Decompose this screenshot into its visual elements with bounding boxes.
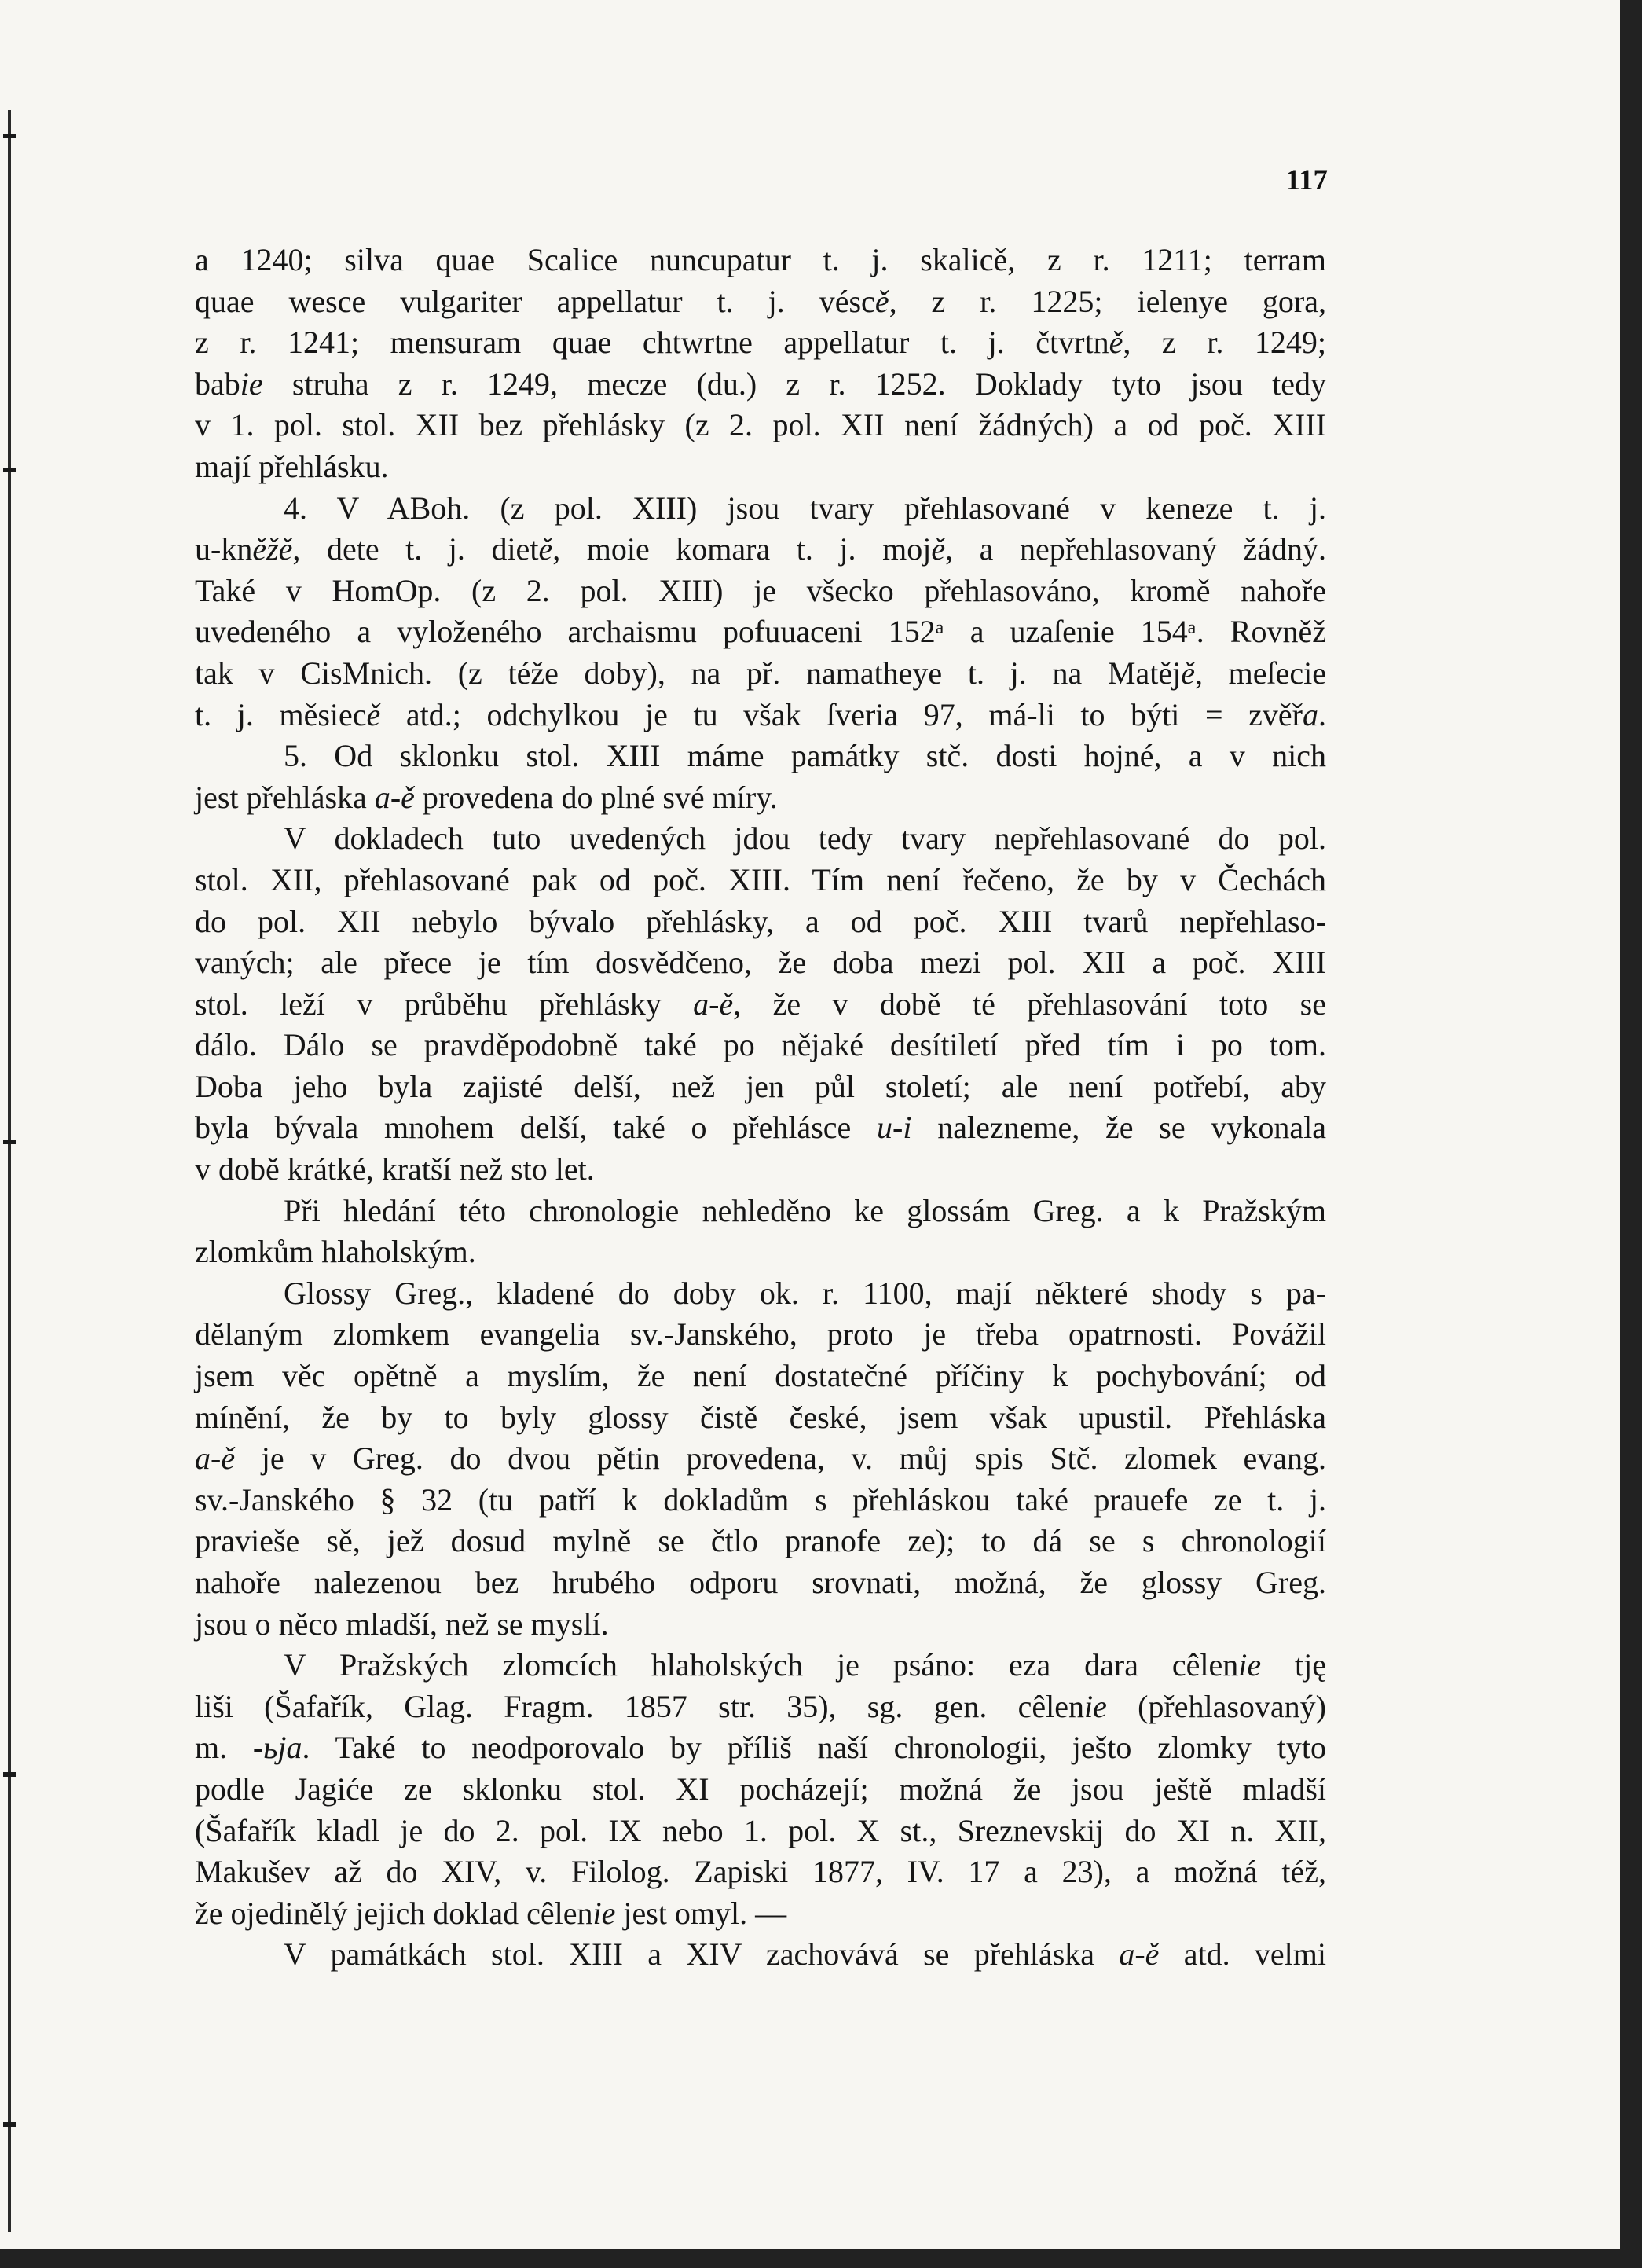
- text-segment: a 1240; silva quae Scalice nuncupatur t. j. skalicě, z r. 1211; terram: [195, 242, 1326, 277]
- italic-text: ě: [538, 531, 553, 567]
- text-segment: V Pražských zlomcích hlaholských je psáno: eza dara cêlen: [284, 1647, 1239, 1683]
- italic-text: a-ě: [374, 779, 415, 815]
- text-line: [195, 322, 1326, 364]
- text-line: [195, 1893, 1326, 1935]
- text-line: [195, 818, 1326, 860]
- text-segment: v 1. pol. stol. XII bez přehlásky (z 2. pol. XII není žádných) a od poč. XIII: [195, 407, 1326, 443]
- text-line: [195, 1686, 1326, 1728]
- text-line: [195, 488, 1326, 530]
- text-line: [195, 446, 1326, 488]
- text-segment: (přehlasovaný): [1106, 1688, 1326, 1724]
- text-segment: u-kn: [195, 531, 253, 567]
- text-line: [195, 695, 1326, 736]
- binding-mark: [3, 2122, 16, 2127]
- text-line: [195, 405, 1326, 446]
- italic-text: a-ě: [195, 1440, 236, 1477]
- text-segment: m.: [195, 1730, 253, 1766]
- italic-text: ie: [1083, 1688, 1107, 1724]
- text-segment: (Šafařík kladl je do 2. pol. IX nebo 1. pol. X st., Sreznevskij do XI n. XII,: [195, 1812, 1326, 1848]
- text-line: [195, 1314, 1326, 1356]
- text-line: [195, 1231, 1326, 1273]
- italic-text: ě: [366, 696, 381, 732]
- text-line: [195, 1521, 1326, 1562]
- text-segment: t. j. měsiec: [195, 696, 367, 732]
- text-segment: jest omyl. —: [615, 1895, 787, 1931]
- text-segment: V dokladech tuto uvedených jdou tedy tvary nepřehlasované do pol.: [284, 820, 1326, 857]
- italic-text: a-ě: [1119, 1936, 1160, 1973]
- binding-mark: [3, 134, 16, 138]
- text-segment: dělaným zlomkem evangelia sv.-Janského, proto je třeba opatrnosti. Povážil: [195, 1316, 1326, 1352]
- text-segment: V památkách stol. XIII a XIV zachovává se přehláska: [284, 1936, 1120, 1973]
- italic-text: a-ě: [693, 985, 734, 1022]
- text-segment: Glossy Greg., kladené do doby ok. r. 1100, mají některé shody s pa-: [284, 1275, 1326, 1311]
- text-line: [195, 1438, 1326, 1480]
- text-line: [195, 281, 1326, 323]
- text-line: [195, 1769, 1326, 1811]
- text-line: [195, 860, 1326, 901]
- text-segment: do pol. XII nebylo bývalo přehlásky, a od poč. XIII tvarů nepřehlaso-: [195, 903, 1326, 939]
- text-segment: .: [1318, 696, 1327, 732]
- text-line: [195, 1851, 1326, 1893]
- italic-text: ie: [1238, 1647, 1262, 1683]
- text-line: [195, 777, 1326, 819]
- italic-text: ě: [874, 283, 889, 319]
- text-segment: sv.-Janského § 32 (tu patří k dokladům s přehláskou také prauefe ze t. j.: [195, 1481, 1326, 1518]
- text-line: [195, 1562, 1326, 1604]
- text-segment: je v Greg. do dvou pětin provedena, v. můj spis Stč. zlomek evang.: [235, 1440, 1326, 1477]
- text-segment: , že v době té přehlasování toto se: [733, 985, 1326, 1022]
- text-segment: vaných; ale přece je tím dosvědčeno, že doba mezi pol. XII a poč. XIII: [195, 945, 1326, 981]
- text-segment: struha z r. 1249, mecze (du.) z r. 1252. Doklady tyto jsou tedy: [262, 365, 1326, 402]
- text-segment: Doba jeho byla zajisté delší, než jen půl století; ale není potřebí, aby: [195, 1068, 1326, 1104]
- text-segment: 4. V ABoh. (z pol. XIII) jsou tvary přehlasované v keneze t. j.: [284, 490, 1326, 526]
- text-segment: nalezneme, že se vykonala: [911, 1110, 1327, 1146]
- binding-mark: [3, 1772, 16, 1777]
- text-line: [195, 1397, 1326, 1439]
- text-segment: , moie komara t. j. moj: [552, 531, 932, 567]
- text-line: [195, 736, 1326, 777]
- text-line: [195, 1273, 1326, 1315]
- text-segment: stol. leží v průběhu přehlásky: [195, 985, 694, 1022]
- text-segment: tak v CisMnich. (z téže doby), na př. namatheye t. j. na Matěj: [195, 655, 1182, 691]
- text-line: [195, 1191, 1326, 1232]
- text-line: [195, 1107, 1326, 1149]
- text-segment: jsem věc opětně a myslím, že není dostatečné příčiny k pochybování; od: [195, 1358, 1326, 1394]
- text-segment: v době krátké, kratší než sto let.: [195, 1151, 595, 1187]
- text-segment: pravieše sě, jež dosud mylně se čtlo pranofe ze); to dá se s chronologií: [195, 1523, 1326, 1559]
- text-line: [195, 1727, 1326, 1769]
- text-segment: Také v HomOp. (z 2. pol. XIII) je všecko přehlasováno, kromě nahoře: [195, 572, 1326, 608]
- text-line: [195, 364, 1326, 406]
- text-segment: že ojedinělý jejich doklad cêlen: [195, 1895, 593, 1931]
- scan-border-bottom: [0, 2249, 1642, 2268]
- text-segment: podle Jagiće ze sklonku stol. XI pocházejí; možná že jsou ještě mladší: [195, 1771, 1326, 1807]
- text-segment: liši (Šafařík, Glag. Fragm. 1857 str. 35), sg. gen. cêlen: [195, 1688, 1084, 1724]
- text-segment: , dete t. j. diet: [292, 531, 539, 567]
- page-number: 117: [1285, 164, 1328, 196]
- text-segment: , z r. 1249;: [1123, 325, 1326, 361]
- text-segment: atd.; odchylkou je tu však ſveria 97, má-li to býti = zvěř: [380, 696, 1303, 732]
- text-segment: z r. 1241; mensuram quae chtwrtne appellatur t. j. čtvrtn: [195, 325, 1109, 361]
- text-segment: mají přehlásku.: [195, 448, 389, 484]
- italic-text: ie: [240, 365, 263, 402]
- text-line: [195, 611, 1326, 653]
- text-segment: , a nepřehlasovaný žádný.: [945, 531, 1327, 567]
- text-segment: provedena do plné své míry.: [414, 779, 778, 815]
- text-line: [195, 529, 1326, 571]
- italic-text: u-i: [877, 1110, 912, 1146]
- text-line: [195, 1480, 1326, 1521]
- text-line: [195, 1356, 1326, 1397]
- scan-border-right: [1620, 0, 1642, 2268]
- text-segment: atd. velmi: [1159, 1936, 1326, 1973]
- text-line: [195, 240, 1326, 281]
- text-segment: nahoře nalezenou bez hrubého odporu srovnati, možná, že glossy Greg.: [195, 1565, 1326, 1600]
- body-text: [195, 240, 1326, 1976]
- binding-mark: [3, 1140, 16, 1144]
- text-segment: Při hledání této chronologie nehleděno ke glossám Greg. a k Pražským: [284, 1192, 1326, 1228]
- text-line: [195, 1149, 1326, 1191]
- text-line: [195, 1934, 1326, 1976]
- text-segment: 5. Od sklonku stol. XIII máme památky stč. dosti hojné, a v nich: [284, 738, 1326, 774]
- text-segment: mínění, že by to byly glossy čistě české, jsem však upustil. Přehláska: [195, 1399, 1326, 1435]
- italic-text: ě: [931, 531, 946, 567]
- binding-edge: [8, 110, 11, 2232]
- text-segment: , meſecie: [1194, 655, 1327, 691]
- text-line: [195, 1066, 1326, 1108]
- italic-text: ě: [1109, 325, 1123, 361]
- text-segment: stol. XII, přehlasované pak od poč. XIII. Tím není řečeno, že by v Čechách: [195, 861, 1326, 897]
- text-segment: . Také to neodporovalo by příliš naší chronologii, ješto zlomky tyto: [302, 1730, 1326, 1766]
- italic-text: -ьja: [252, 1730, 302, 1766]
- text-segment: , z r. 1225; ielenye gora,: [889, 283, 1327, 319]
- text-segment: zlomkům hlaholským.: [195, 1234, 476, 1270]
- text-segment: jsou o něco mladší, než se myslí.: [195, 1606, 609, 1642]
- text-line: [195, 984, 1326, 1026]
- text-segment: bab: [195, 365, 240, 402]
- text-segment: uvedeného a vyloženého archaismu pofuuaceni 152ᵃ a uzaſenie 154ᵃ. Rovněž: [195, 614, 1326, 650]
- italic-text: a: [1303, 696, 1319, 732]
- italic-text: ie: [592, 1895, 616, 1931]
- text-line: [195, 1811, 1326, 1852]
- text-segment: Makušev až do XIV, v. Filolog. Zapiski 1877, IV. 17 a 23), a možná též,: [195, 1854, 1326, 1890]
- text-line: [195, 1645, 1326, 1686]
- italic-text: ě: [1181, 655, 1195, 691]
- text-segment: byla bývala mnohem delší, také o přehlásce: [195, 1110, 878, 1146]
- text-line: [195, 1604, 1326, 1646]
- text-line: [195, 901, 1326, 943]
- text-segment: dálo. Dálo se pravděpodobně také po nějaké desítiletí před tím i po tom.: [195, 1027, 1326, 1063]
- text-segment: jest přehláska: [195, 779, 375, 815]
- text-segment: tję: [1261, 1647, 1326, 1683]
- text-line: [195, 1025, 1326, 1066]
- text-line: [195, 942, 1326, 984]
- text-segment: quae wesce vulgariter appellatur t. j. vésc: [195, 283, 875, 319]
- text-line: [195, 653, 1326, 695]
- italic-text: ěžě: [252, 531, 293, 567]
- binding-mark: [3, 468, 16, 472]
- text-line: [195, 571, 1326, 612]
